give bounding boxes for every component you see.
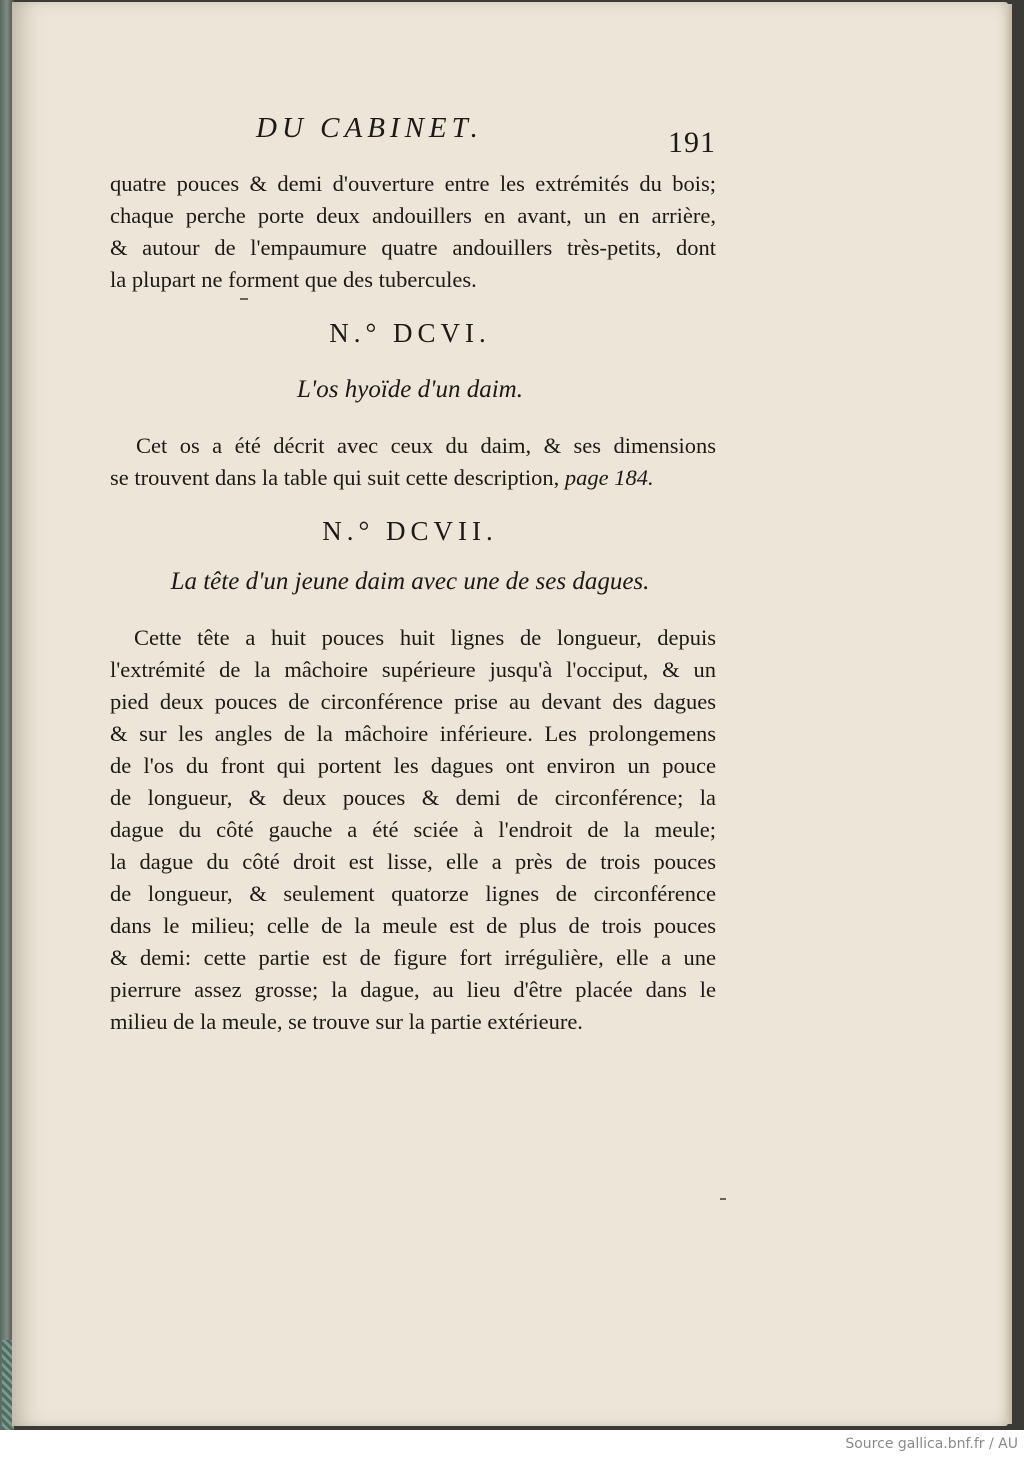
intro-line-4: la plupart ne forment que des tubercules. [110, 267, 477, 292]
dcvii-line-6: de longueur, & deux pouces & demi de circonférence; la [110, 785, 716, 810]
dcvi-line-2 [110, 462, 716, 494]
dcvii-line-3: pied deux pouces de circonférence prise au devant des dagues [110, 689, 716, 714]
intro-line-2: chaque perche porte deux andouillers en avant, un en arrière, [110, 203, 716, 228]
page-edge [1006, 4, 1012, 1424]
dcvii-line-5: de l'os du front qui portent les dagues ont environ un pouce [110, 753, 716, 778]
dcvii-line-11: & demi: cette partie est de figure fort irrégulière, elle a une [110, 945, 716, 970]
section-number-dcvii: N.° DCVII. [322, 516, 498, 546]
running-head: DU CABINET. [256, 112, 483, 144]
intro-line-3: & autour de l'empaumure quatre andouillers très-petits, dont [110, 235, 716, 260]
source-credit: Source gallica.bnf.fr / AU [845, 1436, 1018, 1452]
dcvii-line-10: dans le milieu; celle de la meule est de plus de trois pouces [110, 913, 716, 938]
dcvii-line-9: de longueur, & seulement quatorze lignes de circonférence [110, 881, 716, 906]
section-number-dcvi: N.° DCVI. [329, 318, 491, 348]
dcvii-line-2: l'extrémité de la mâchoire supérieure jusqu'à l'occiput, & un [110, 657, 716, 682]
page-number: 191 [668, 126, 716, 159]
dcvii-line-1: Cette tête a huit pouces huit lignes de longueur, depuis [134, 625, 716, 650]
intro-line-1: quatre pouces & demi d'ouverture entre les extrémités du bois; [110, 171, 716, 196]
dcvii-line-4: & sur les angles de la mâchoire inférieure. Les prolongemens [110, 721, 716, 746]
page-reference: page 184. [564, 465, 654, 490]
dcvii-line-8: la dague du côté droit est lisse, elle a près de trois pouces [110, 849, 716, 874]
dcvi-line-1: Cet os a été décrit avec ceux du daim, & ses dimensions [136, 433, 716, 458]
dcvi-line-2-text: se trouvent dans la table qui suit cette description, [110, 465, 560, 490]
section-title-dcvi: L'os hyoïde d'un daim. [297, 376, 523, 403]
dcvii-line-13: milieu de la meule, se trouve sur la partie extérieure. [110, 1009, 583, 1034]
ink-mark-2 [720, 1198, 726, 1200]
dcvii-line-7: dague du côté gauche a été sciée à l'endroit de la meule; [110, 817, 716, 842]
ink-mark [240, 298, 248, 300]
section-title-dcvii: La tête d'un jeune daim avec une de ses dagues. [170, 568, 650, 595]
dcvii-line-12: pierrure assez grosse; la dague, au lieu d'être placée dans le [110, 977, 716, 1002]
